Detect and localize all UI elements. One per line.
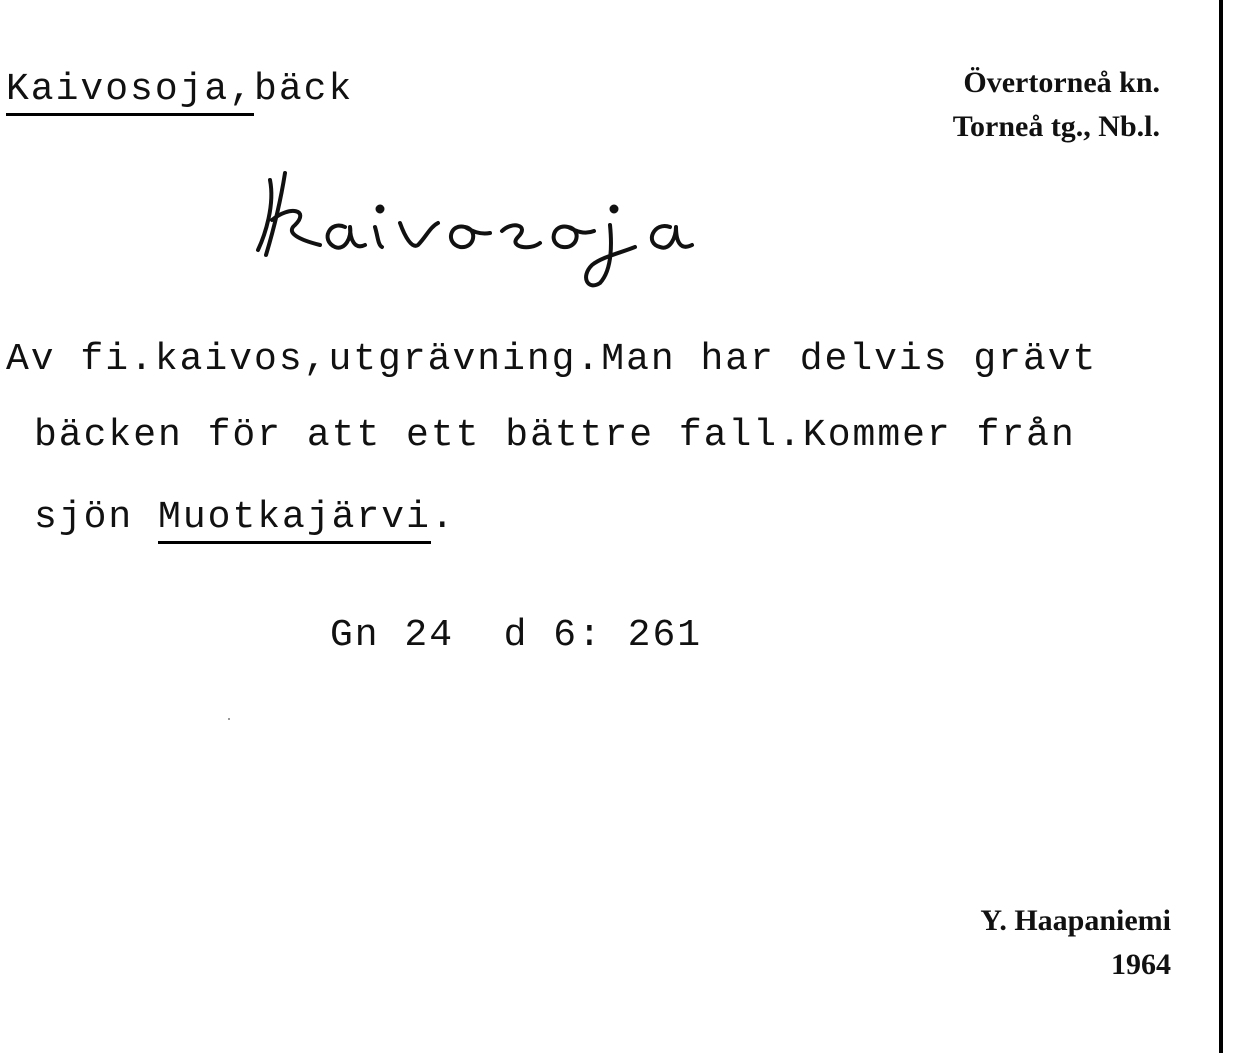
headword-name: Kaivosoja, [6, 68, 254, 116]
parish-label: Övertorneå kn. [963, 66, 1160, 99]
description-line-1: Av fi.kaivos,utgrävning.Man har delvis grävt [6, 338, 1098, 381]
author-name: Y. Haapaniemi [980, 904, 1171, 937]
map-reference: Gn 24 d 6: 261 [330, 614, 703, 657]
description-line-3-prefix: sjön [34, 496, 159, 539]
card-edge [1219, 0, 1223, 1053]
description-line-2: bäcken för att ett bättre fall.Kommer från [34, 414, 1076, 457]
district-label: Torneå tg., Nb.l. [952, 110, 1160, 143]
handwritten-pronunciation [240, 165, 760, 295]
description-line-3-suffix: . [430, 496, 456, 539]
headword-type: bäck [254, 68, 354, 111]
scan-speck [228, 718, 230, 720]
headword [6, 68, 353, 111]
year-label: 1964 [1111, 948, 1171, 981]
description-line-3 [34, 496, 456, 539]
lake-name: Muotkajärvi [158, 496, 431, 544]
